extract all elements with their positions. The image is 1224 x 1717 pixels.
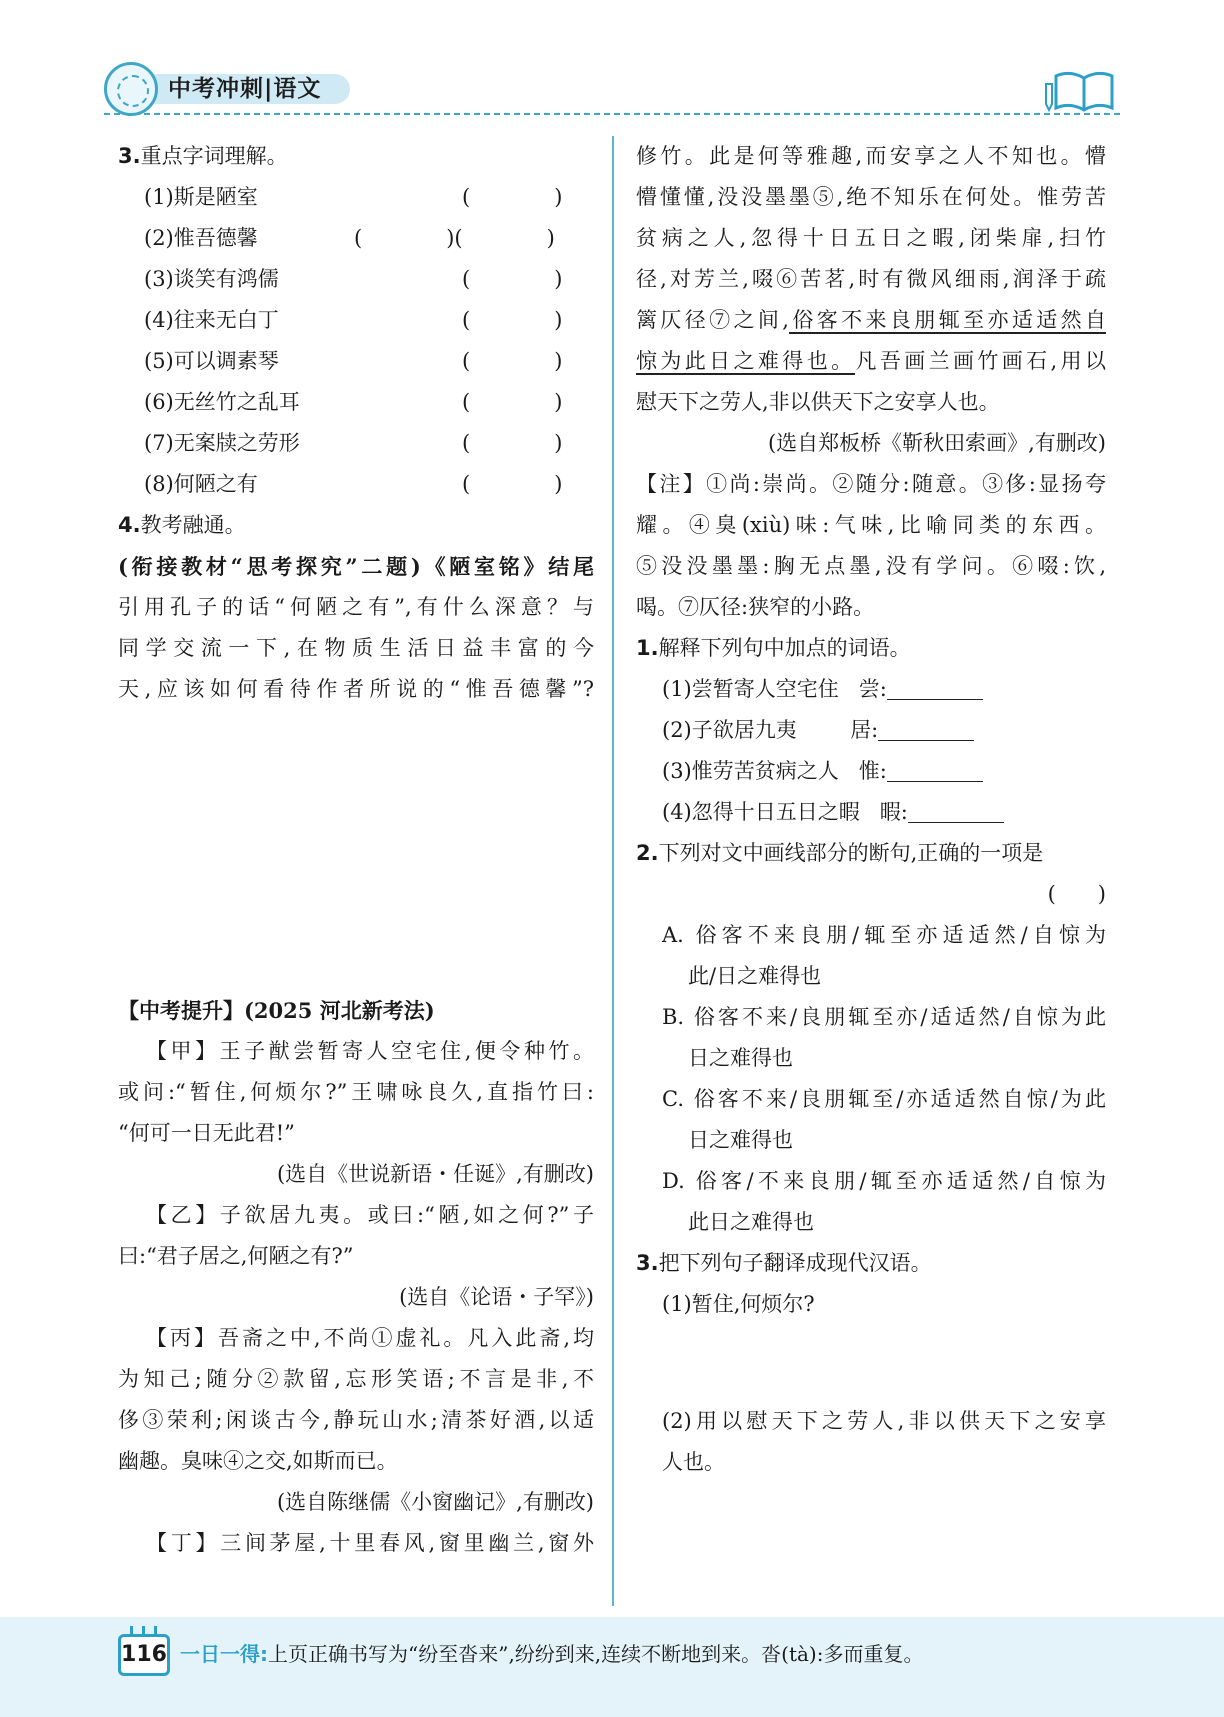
daily-tip-label: 一日一得: bbox=[180, 1642, 268, 1666]
exam-section-heading: 【中考提升】(2025 河北新考法) bbox=[118, 998, 435, 1023]
passage-ding-line-underlined: 惊为此日之难得也。凡吾画兰画竹画石,用以 bbox=[636, 349, 1106, 373]
q1-item: (1)尝暂寄人空宅住 尝: bbox=[636, 669, 1106, 710]
q1-item: (3)惟劳苦贫病之人 惟: bbox=[636, 751, 1106, 792]
right-question-2-title: 下列对文中画线部分的断句,正确的一项是 bbox=[658, 841, 1044, 865]
right-question-2-heading: 2.下列对文中画线部分的断句,正确的一项是 bbox=[636, 841, 1044, 865]
passage-ding-line: 慰天下之劳人,非以供天下之安享人也。 bbox=[636, 390, 1000, 414]
passage-bing-line: 【丙】吾斋之中,不尚①虚礼。凡入此斋,均 bbox=[146, 1326, 594, 1350]
vocab-item: (5)可以调素琴 ( ) bbox=[118, 341, 594, 382]
q1-item: (4)忽得十日五日之暇 暇: bbox=[636, 792, 1106, 833]
passage-ding-line-underlined: 篱仄径⑦之间,俗客不来良朋辄至亦适适然自 bbox=[636, 308, 1106, 332]
logo-emblem-icon bbox=[104, 62, 158, 116]
question-3-title: 重点字词理解。 bbox=[140, 144, 288, 168]
answer-blank[interactable] bbox=[908, 798, 1004, 823]
passage-ding-line: 径,对芳兰,啜⑥苦茗,时有微风细雨,润泽于疏 bbox=[636, 267, 1106, 291]
question-4-title: 教考融通。 bbox=[140, 513, 246, 537]
passage-bing-line: 为知己;随分②款留,忘形笑语;不言是非,不 bbox=[118, 1367, 594, 1391]
left-column bbox=[118, 136, 594, 1564]
vocab-item: (6)无丝竹之乱耳 ( ) bbox=[118, 382, 594, 423]
vocab-item: (2)惟吾德馨 ( )( ) bbox=[118, 218, 594, 259]
page-number: 116 bbox=[118, 1634, 170, 1676]
answer-blank[interactable] bbox=[878, 716, 974, 741]
page-header-title: 中考冲刺|语文 bbox=[168, 76, 322, 102]
answer-paren[interactable]: ( ) bbox=[462, 472, 563, 496]
notes-line: 耀。④臭(xiù)味:气味,比喻同类的东西。 bbox=[636, 513, 1106, 537]
right-question-3-title: 把下列句子翻译成现代汉语。 bbox=[658, 1251, 932, 1275]
answer-paren[interactable]: ( ) bbox=[462, 349, 563, 373]
passage-yi-line: 【乙】子欲居九夷。或曰:“陋,如之何?”子 bbox=[146, 1203, 594, 1227]
header-dashed-rule bbox=[104, 113, 1120, 115]
underlined-text: 惊为此日之难得也。 bbox=[636, 349, 856, 373]
option-d[interactable]: D. 俗客/不来良朋/辄至亦适适然/自惊为 bbox=[662, 1169, 1106, 1193]
option-d-cont: 此日之难得也 bbox=[688, 1210, 814, 1234]
passage-ding-line: 【丁】三间茅屋,十里春风,窗里幽兰,窗外 bbox=[146, 1531, 594, 1555]
option-b-cont: 日之难得也 bbox=[688, 1046, 793, 1070]
passage-ding-line: 懵懂懂,没没墨墨⑤,绝不知乐在何处。惟劳苦 bbox=[636, 185, 1106, 209]
answer-space[interactable] bbox=[118, 710, 594, 990]
answer-paren[interactable]: ( ) bbox=[462, 308, 563, 332]
passage-jia-line: “何可一日无此君!” bbox=[118, 1121, 295, 1145]
question-4-text: 引用孔子的话“何陋之有”,有什么深意？与 bbox=[118, 595, 594, 619]
vocab-item: (1)斯是陋室 ( ) bbox=[118, 177, 594, 218]
passage-ding-line: 修竹。此是何等雅趣,而安享之人不知也。懵 bbox=[636, 144, 1106, 168]
daily-tip bbox=[180, 1632, 923, 1676]
right-question-1-heading: 1.解释下列句中加点的词语。 bbox=[636, 636, 911, 660]
right-column bbox=[636, 136, 1106, 1483]
option-b[interactable]: B. 俗客不来/良朋辄至亦/适适然/自惊为此 bbox=[662, 1005, 1106, 1029]
daily-tip-text: 上页正确书写为“纷至沓来”,纷纷到来,连续不断地到来。沓(tà):多而重复。 bbox=[268, 1642, 924, 1666]
option-c[interactable]: C. 俗客不来/良朋辄至/亦适适然自惊/为此 bbox=[662, 1087, 1106, 1111]
answer-space[interactable] bbox=[636, 1325, 1106, 1401]
answer-paren[interactable]: ( )( ) bbox=[354, 226, 555, 250]
notes-line: ⑤没没墨墨:胸无点墨,没有学问。⑥啜:饮, bbox=[636, 554, 1106, 578]
option-c-cont: 日之难得也 bbox=[688, 1128, 793, 1152]
translate-item-cont: 人也。 bbox=[662, 1450, 725, 1474]
answer-blank[interactable] bbox=[887, 757, 983, 782]
translate-item: (1)暂住,何烦尔? bbox=[662, 1292, 815, 1316]
question-3-heading: 3.重点字词理解。 bbox=[118, 144, 288, 168]
answer-paren[interactable]: ( ) bbox=[462, 431, 563, 455]
notes-line: 【注】①尚:崇尚。②随分:随意。③侈:显扬夸 bbox=[636, 472, 1106, 496]
passage-yi-line: 曰:“君子居之,何陋之有?” bbox=[118, 1244, 354, 1268]
passage-jia-source: (选自《世说新语・任诞》,有删改) bbox=[276, 1162, 594, 1186]
right-question-3-heading: 3.把下列句子翻译成现代汉语。 bbox=[636, 1251, 932, 1275]
notes-line: 喝。⑦仄径:狭窄的小路。 bbox=[636, 595, 875, 619]
q1-item: (2)子欲居九夷 居: bbox=[636, 710, 1106, 751]
answer-blank[interactable] bbox=[887, 675, 983, 700]
option-a-cont: 此/日之难得也 bbox=[688, 964, 822, 988]
open-book-icon bbox=[1052, 68, 1116, 112]
question-4-heading: 4.教考融通。 bbox=[118, 513, 246, 537]
vocab-item: (3)谈笑有鸿儒 ( ) bbox=[118, 259, 594, 300]
passage-ding-line: 贫病之人,忽得十日五日之暇,闭柴扉,扫竹 bbox=[636, 226, 1106, 250]
vocab-item: (4)往来无白丁 ( ) bbox=[118, 300, 594, 341]
translate-item: (2)用以慰天下之劳人,非以供天下之安享 bbox=[662, 1409, 1106, 1433]
question-4-text: 同学交流一下,在物质生活日益丰富的今 bbox=[118, 636, 594, 660]
passage-bing-source: (选自陈继儒《小窗幽记》,有删改) bbox=[276, 1490, 594, 1514]
question-4-text: (衔接教材“思考探究”二题)《陋室铭》结尾 bbox=[118, 554, 594, 579]
answer-paren[interactable]: ( ) bbox=[462, 267, 563, 291]
passage-jia-line: 【甲】王子猷尝暂寄人空宅住,便令种竹。 bbox=[146, 1039, 594, 1063]
answer-paren[interactable]: ( ) bbox=[462, 390, 563, 414]
answer-paren[interactable]: ( ) bbox=[462, 185, 563, 209]
passage-ding-source: (选自郑板桥《靳秋田索画》,有删改) bbox=[767, 431, 1106, 455]
vocab-item: (7)无案牍之劳形 ( ) bbox=[118, 423, 594, 464]
right-question-1-title: 解释下列句中加点的词语。 bbox=[658, 636, 911, 660]
question-4-text: 天,应该如何看待作者所说的“惟吾德馨”? bbox=[118, 677, 594, 701]
passage-yi-source: (选自《论语・子罕》) bbox=[399, 1285, 594, 1309]
column-divider bbox=[612, 136, 614, 1606]
vocab-item: (8)何陋之有 ( ) bbox=[118, 464, 594, 505]
answer-paren[interactable]: ( ) bbox=[1047, 882, 1106, 906]
passage-bing-line: 侈③荣利;闲谈古今,静玩山水;清茶好酒,以适 bbox=[118, 1408, 594, 1432]
passage-bing-line: 幽趣。臭味④之交,如斯而已。 bbox=[118, 1449, 398, 1473]
underlined-text: 俗客不来良朋辄至亦适适然自 bbox=[788, 308, 1106, 332]
passage-jia-line: 或问:“暂住,何烦尔?”王啸咏良久,直指竹曰: bbox=[118, 1080, 594, 1104]
option-a[interactable]: A. 俗客不来良朋/辄至亦适适然/自惊为 bbox=[662, 923, 1106, 947]
